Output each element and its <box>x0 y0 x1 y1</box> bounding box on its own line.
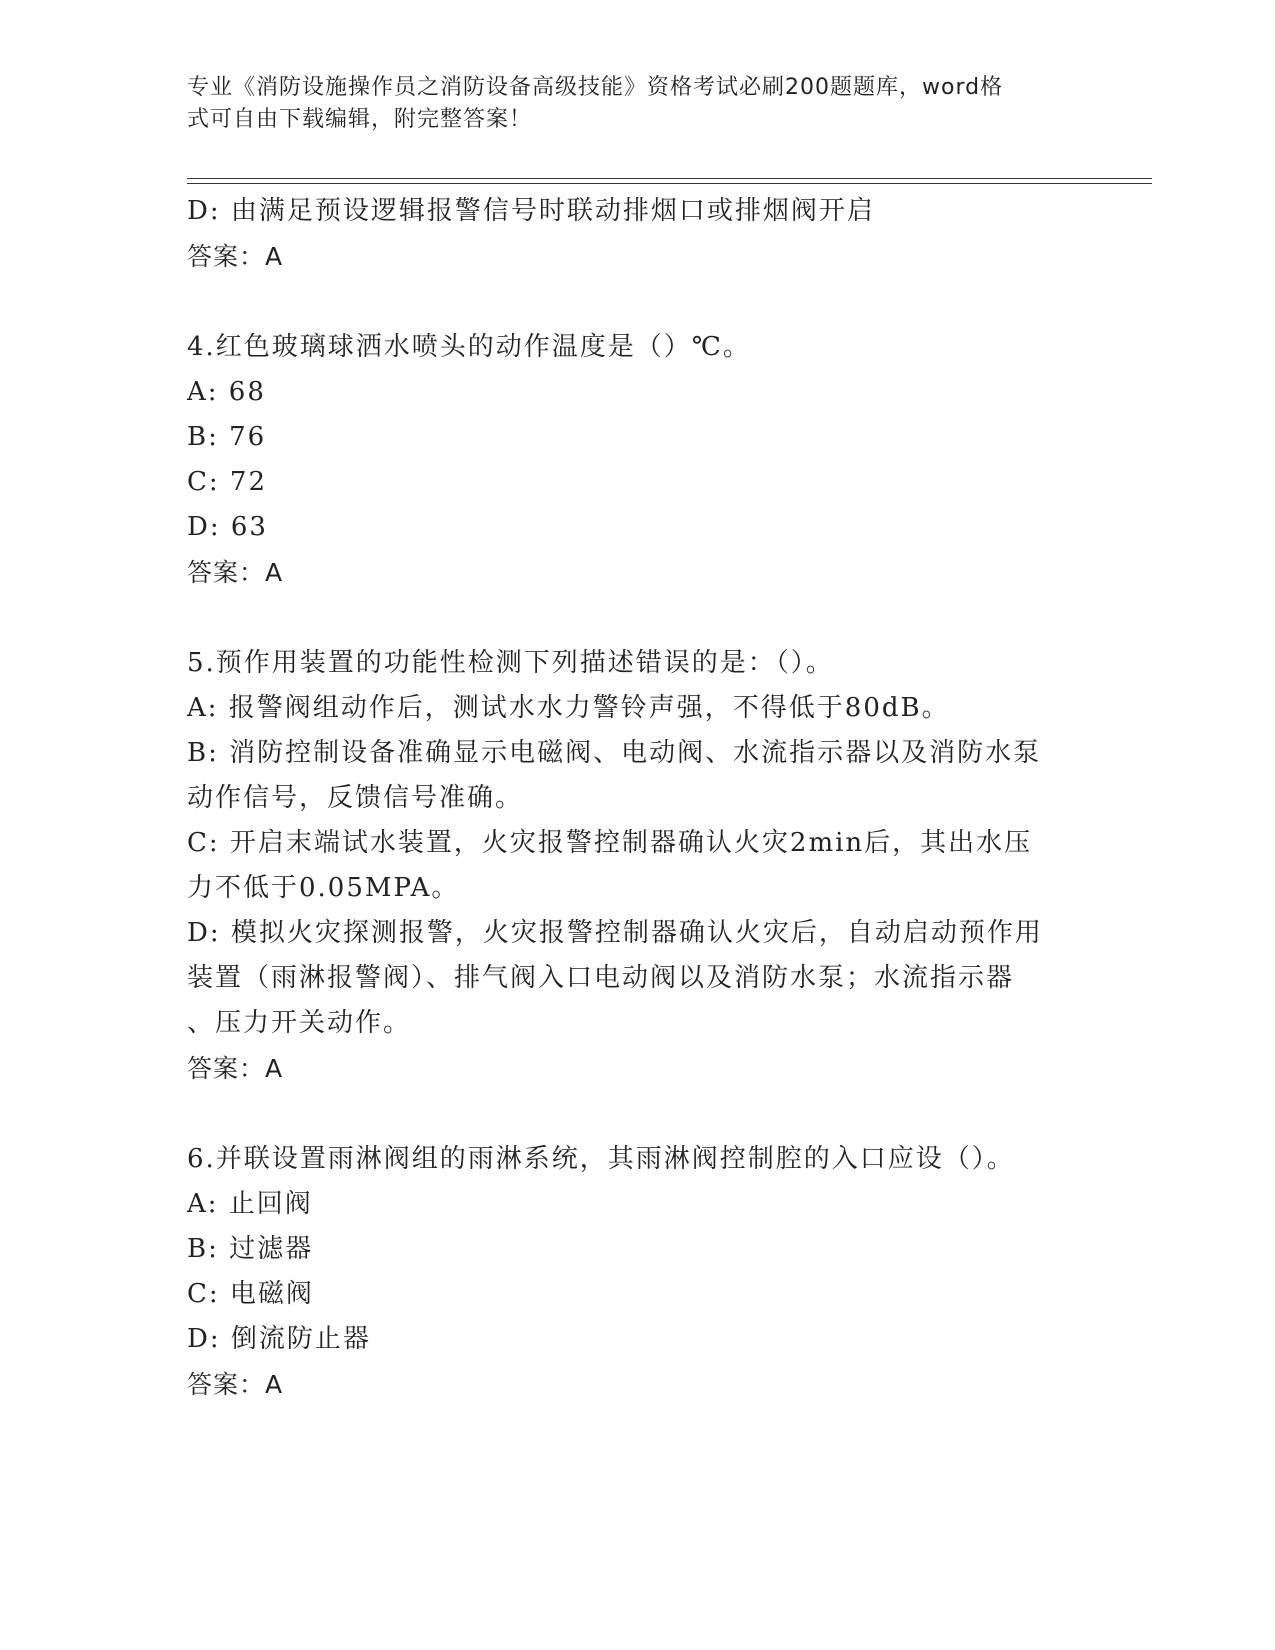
answer-label: 答案：A <box>187 1054 284 1083</box>
option-c: C: 72 <box>187 467 268 497</box>
answer-label: 答案：A <box>187 558 284 587</box>
question-stem: 4.红色玻璃球洒水喷头的动作温度是（）℃。 <box>187 332 751 362</box>
option-d-line-3: 、压力开关动作。 <box>187 1008 412 1038</box>
question-5 <box>187 641 1087 1091</box>
option-a: A: 68 <box>187 377 266 407</box>
header-divider-top <box>187 178 1152 179</box>
document-header <box>187 72 1067 136</box>
option-c-line-2: 力不低于0.05MPA。 <box>187 873 460 903</box>
option-c: C: 电磁阀 <box>187 1279 314 1309</box>
option-c-line-1: C: 开启末端试水装置，火灾报警控制器确认火灾2min后，其出水压 <box>187 828 1033 858</box>
question-list <box>187 189 1087 1407</box>
question-stem: 5.预作用装置的功能性检测下列描述错误的是：（）。 <box>187 648 834 678</box>
spacer <box>187 279 1087 325</box>
option-d: D: 倒流防止器 <box>187 1324 371 1354</box>
header-divider-bottom <box>187 183 1152 184</box>
option-a: A: 报警阀组动作后，测试水水力警铃声强，不得低于80dB。 <box>187 693 950 723</box>
option-d-line-2: 装置（雨淋报警阀）、排气阀入口电动阀以及消防水泵；水流指示器 <box>187 963 1015 993</box>
question-4 <box>187 325 1087 595</box>
option-b: B: 过滤器 <box>187 1234 314 1264</box>
header-line-2: 式可自由下载编辑，附完整答案！ <box>187 107 533 132</box>
option-d: D: 63 <box>187 512 268 542</box>
header-line-1: 专业《消防设施操作员之消防设备高级技能》资格考试必刷200题题库，word格 <box>187 75 1004 100</box>
spacer <box>187 1091 1087 1137</box>
answer-label: 答案：A <box>187 1370 284 1399</box>
spacer <box>187 595 1087 641</box>
option-d-line-1: D: 模拟火灾探测报警，火灾报警控制器确认火灾后，自动启动预作用 <box>187 918 1043 948</box>
option-d: D: 由满足预设逻辑报警信号时联动排烟口或排烟阀开启 <box>187 196 875 226</box>
question-3-tail <box>187 189 1087 279</box>
option-a: A: 止回阀 <box>187 1189 313 1219</box>
question-stem: 6.并联设置雨淋阀组的雨淋系统，其雨淋阀控制腔的入口应设（）。 <box>187 1144 1015 1174</box>
option-b-line-2: 动作信号，反馈信号准确。 <box>187 783 524 813</box>
option-b: B: 76 <box>187 422 267 452</box>
option-b-line-1: B: 消防控制设备准确显示电磁阀、电动阀、水流指示器以及消防水泵 <box>187 738 1042 768</box>
answer-label: 答案：A <box>187 242 284 271</box>
question-6 <box>187 1137 1087 1407</box>
